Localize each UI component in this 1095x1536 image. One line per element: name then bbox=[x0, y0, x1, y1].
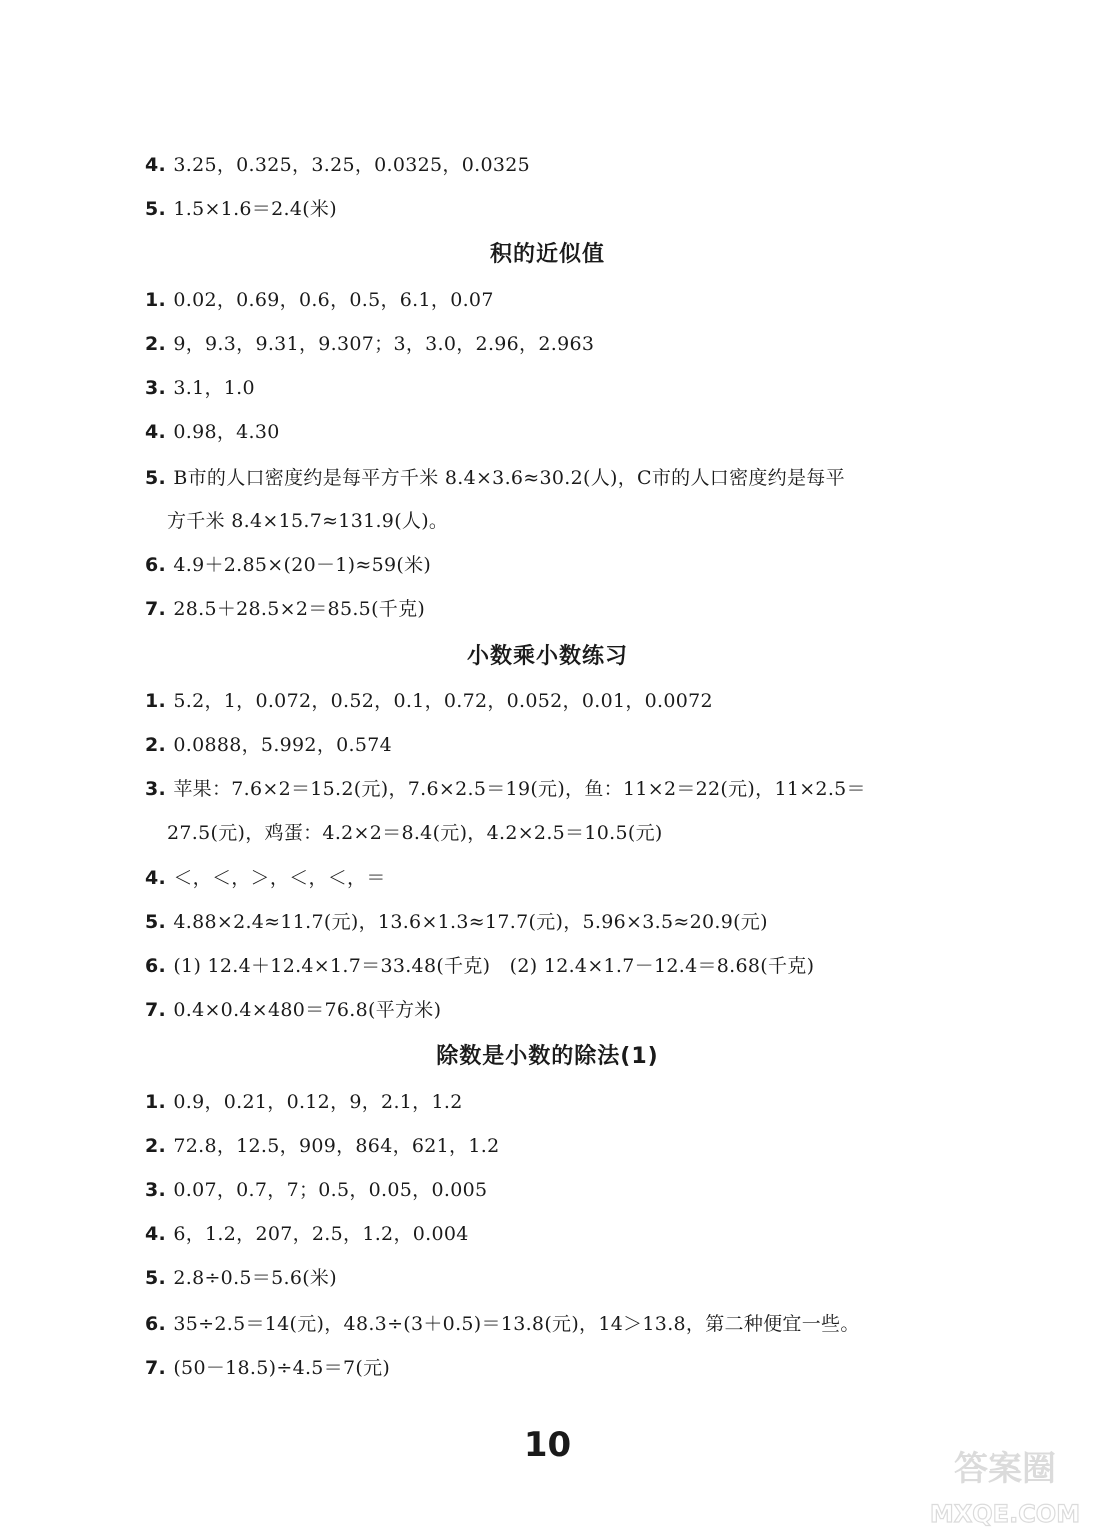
answer-line bbox=[145, 954, 814, 978]
answer-text: 28.5＋28.5×2＝85.5(千克) bbox=[173, 598, 426, 620]
answer-text: 3.1，1.0 bbox=[173, 377, 255, 399]
answer-line bbox=[145, 288, 494, 312]
answer-line bbox=[145, 597, 425, 621]
answer-line bbox=[145, 1134, 499, 1158]
answer-text: 0.98，4.30 bbox=[173, 421, 280, 443]
answer-line bbox=[145, 998, 441, 1022]
answer-continuation: 27.5(元)，鸡蛋：4.2×2＝8.4(元)，4.2×2.5＝10.5(元) bbox=[167, 822, 663, 844]
item-number: 4. bbox=[145, 154, 167, 176]
item-number: 2. bbox=[145, 734, 167, 756]
answer-text: (50－18.5)÷4.5＝7(元) bbox=[173, 1357, 391, 1379]
item-number: 7. bbox=[145, 999, 167, 1021]
item-number: 3. bbox=[145, 377, 167, 399]
answer-continuation: 方千米 8.4×15.7≈131.9(人)。 bbox=[167, 510, 449, 532]
answer-text: 0.07，0.7，7；0.5，0.05，0.005 bbox=[173, 1179, 488, 1201]
item-number: 4. bbox=[145, 1223, 167, 1245]
answer-text: 苹果：7.6×2＝15.2(元)，7.6×2.5＝19(元)，鱼：11×2＝22(元)，11×2.5＝ bbox=[173, 778, 866, 800]
item-number: 2. bbox=[145, 1135, 167, 1157]
answer-line bbox=[145, 1266, 337, 1290]
item-number: 1. bbox=[145, 289, 167, 311]
answer-line bbox=[145, 1178, 487, 1202]
answer-line bbox=[145, 153, 530, 177]
item-number: 5. bbox=[145, 1267, 167, 1289]
answer-line bbox=[145, 733, 392, 757]
answer-text: 0.9，0.21，0.12，9，2.1，1.2 bbox=[173, 1091, 463, 1113]
watermark-top-text: 答案圈 bbox=[954, 1449, 1056, 1489]
item-number: 6. bbox=[145, 1313, 167, 1335]
item-number: 7. bbox=[145, 598, 167, 620]
answer-text: 9，9.3，9.31，9.307；3，3.0，2.96，2.963 bbox=[173, 333, 595, 355]
item-number: 5. bbox=[145, 467, 167, 489]
answer-line bbox=[145, 1090, 463, 1114]
answer-line bbox=[145, 466, 845, 490]
item-number: 1. bbox=[145, 690, 167, 712]
answer-text: 4.9＋2.85×(20－1)≈59(米) bbox=[173, 554, 432, 576]
item-number: 6. bbox=[145, 554, 167, 576]
item-number: 1. bbox=[145, 1091, 167, 1113]
item-number: 3. bbox=[145, 778, 167, 800]
item-number: 6. bbox=[145, 955, 167, 977]
answer-text: 35÷2.5＝14(元)，48.3÷(3＋0.5)＝13.8(元)，14＞13.8，第二种便宜一些。 bbox=[173, 1313, 860, 1335]
answer-text: 6，1.2，207，2.5，1.2，0.004 bbox=[173, 1223, 469, 1245]
answer-text: 3.25，0.325，3.25，0.0325，0.0325 bbox=[173, 154, 531, 176]
section-title: 除数是小数的除法(1) bbox=[436, 1044, 659, 1069]
answer-line bbox=[145, 420, 280, 444]
item-number: 5. bbox=[145, 911, 167, 933]
answer-line bbox=[145, 689, 713, 713]
answer-text: B市的人口密度约是每平方千米 8.4×3.6≈30.2(人)，C市的人口密度约是每平 bbox=[173, 467, 845, 489]
section-title: 积的近似值 bbox=[489, 242, 605, 267]
answer-text: 0.0888，5.992，0.574 bbox=[173, 734, 393, 756]
item-number: 7. bbox=[145, 1357, 167, 1379]
answer-line bbox=[145, 910, 768, 934]
watermark-bottom-text: MXQE.COM bbox=[929, 1500, 1081, 1528]
answer-text: 0.02，0.69，0.6，0.5，6.1，0.07 bbox=[173, 289, 494, 311]
answer-text: 5.2，1，0.072，0.52，0.1，0.72，0.052，0.01，0.0072 bbox=[173, 690, 713, 712]
answer-text: 4.88×2.4≈11.7(元)，13.6×1.3≈17.7(元)，5.96×3.5≈20.9(元) bbox=[173, 911, 768, 933]
item-number: 4. bbox=[145, 421, 167, 443]
page-number: 10 bbox=[523, 1425, 572, 1465]
answer-line bbox=[145, 332, 594, 356]
item-number: 4. bbox=[145, 867, 167, 889]
answer-line bbox=[145, 197, 337, 221]
section-title: 小数乘小数练习 bbox=[466, 644, 628, 669]
answer-line bbox=[145, 1356, 390, 1380]
answer-text: (1) 12.4＋12.4×1.7＝33.48(千克) (2) 12.4×1.7－12.4＝8.68(千克) bbox=[173, 955, 815, 977]
answer-line bbox=[145, 866, 386, 890]
answer-line bbox=[145, 1222, 469, 1246]
answer-line bbox=[145, 1312, 860, 1336]
answer-line bbox=[145, 777, 866, 801]
item-number: 5. bbox=[145, 198, 167, 220]
answer-text: 72.8，12.5，909，864，621，1.2 bbox=[173, 1135, 500, 1157]
item-number: 3. bbox=[145, 1179, 167, 1201]
answer-line bbox=[145, 553, 431, 577]
answer-text: 0.4×0.4×480＝76.8(平方米) bbox=[173, 999, 442, 1021]
answer-text: 2.8÷0.5＝5.6(米) bbox=[173, 1267, 337, 1289]
answer-line bbox=[145, 376, 255, 400]
answer-text: 1.5×1.6＝2.4(米) bbox=[173, 198, 337, 220]
watermark-logo bbox=[925, 1440, 1085, 1530]
item-number: 2. bbox=[145, 333, 167, 355]
answer-text: ＜，＜，＞，＜，＜，＝ bbox=[173, 867, 386, 889]
